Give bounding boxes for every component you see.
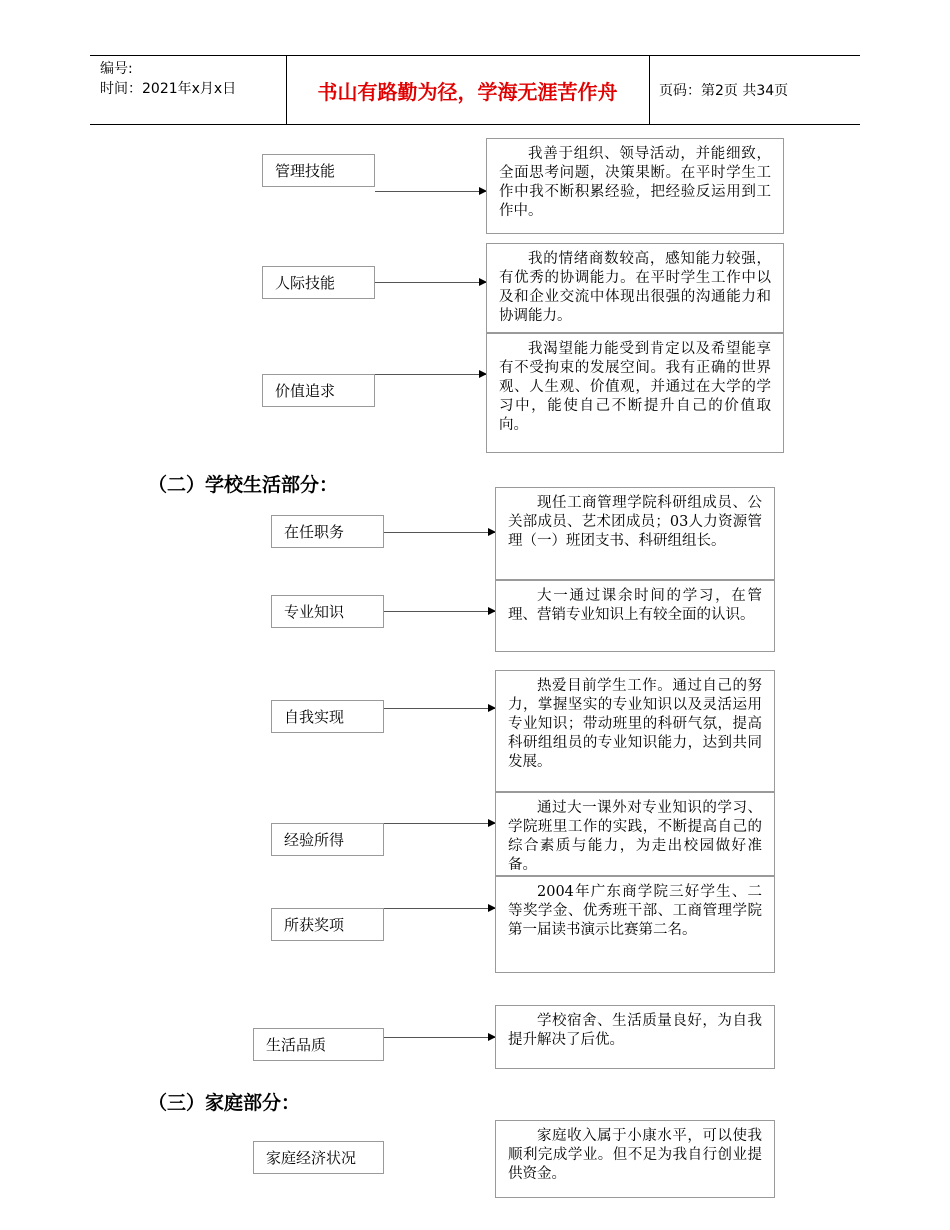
page-number: 页码：第2页 共34页 [659,83,789,99]
connector-arrow [384,1037,495,1038]
label-value-pursuit: 价值追求 [262,374,375,407]
label-experience-gained: 经验所得 [271,823,384,856]
label-awards: 所获奖项 [271,908,384,941]
label-life-quality: 生活品质 [253,1028,384,1061]
document-time: 时间：2021年x月x日 [100,81,237,97]
section-heading-school-life: （二）学校生活部分： [148,474,339,496]
header-meta [100,59,236,99]
label-interpersonal-skill: 人际技能 [262,266,375,299]
connector-arrow [384,708,495,709]
label-professional-knowledge: 专业知识 [271,595,384,628]
desc-management-skill: 我善于组织、领导活动，并能细致，全面思考问题，决策果断。在平时学生工作中我不断积累经验，把经验反运用到工作中。 [486,138,784,234]
document-number: 编号: [100,61,133,77]
header-motto: 书山有路勤为径，学海无涯苦作舟 [317,79,618,104]
header-divider [649,56,650,124]
desc-experience-gained: 通过大一课外对专业知识的学习、学院班里工作的实践，不断提高自己的综合素质与能力，为走出校园做好准备。 [495,792,775,876]
desc-value-pursuit: 我渴望能力能受到肯定以及希望能享有不受拘束的发展空间。我有正确的世界观、人生观、价值观，并通过在大学的学习中，能使自己不断提升自己的价值取向。 [486,333,784,453]
desc-interpersonal-skill: 我的情绪商数较高，感知能力较强，有优秀的协调能力。在平时学生工作中以及和企业交流中体现出很强的沟通能力和协调能力。 [486,243,784,333]
connector-arrow [375,282,486,283]
connector-arrow [375,191,486,192]
connector-arrow [384,908,495,909]
desc-professional-knowledge: 大一通过课余时间的学习，在管理、营销专业知识上有较全面的认识。 [495,580,775,652]
connector-arrow [384,532,495,533]
section-heading-family: （三）家庭部分： [148,1092,301,1114]
connector-arrow [384,823,495,824]
connector-arrow [384,611,495,612]
desc-life-quality: 学校宿舍、生活质量良好，为自我提升解决了后优。 [495,1005,775,1069]
label-current-position: 在任职务 [271,515,384,548]
label-self-realization: 自我实现 [271,700,384,733]
desc-family-economy: 家庭收入属于小康水平，可以使我顺利完成学业。但不足为我自行创业提供资金。 [495,1120,775,1198]
desc-awards: 2004年广东商学院三好学生、二等奖学金、优秀班干部、工商管理学院第一届读书演示比赛第二名。 [495,876,775,973]
desc-current-position: 现任工商管理学院科研组成员、公关部成员、艺术团成员；03人力资源管理（一）班团支书、科研组组长。 [495,487,775,580]
connector-arrow [375,374,486,375]
page-header [90,55,860,125]
label-family-economy: 家庭经济状况 [253,1141,384,1174]
desc-self-realization: 热爱目前学生工作。通过自己的努力，掌握坚实的专业知识以及灵活运用专业知识；带动班里的科研气氛，提高科研组组员的专业知识能力，达到共同发展。 [495,670,775,792]
label-management-skill: 管理技能 [262,154,375,187]
